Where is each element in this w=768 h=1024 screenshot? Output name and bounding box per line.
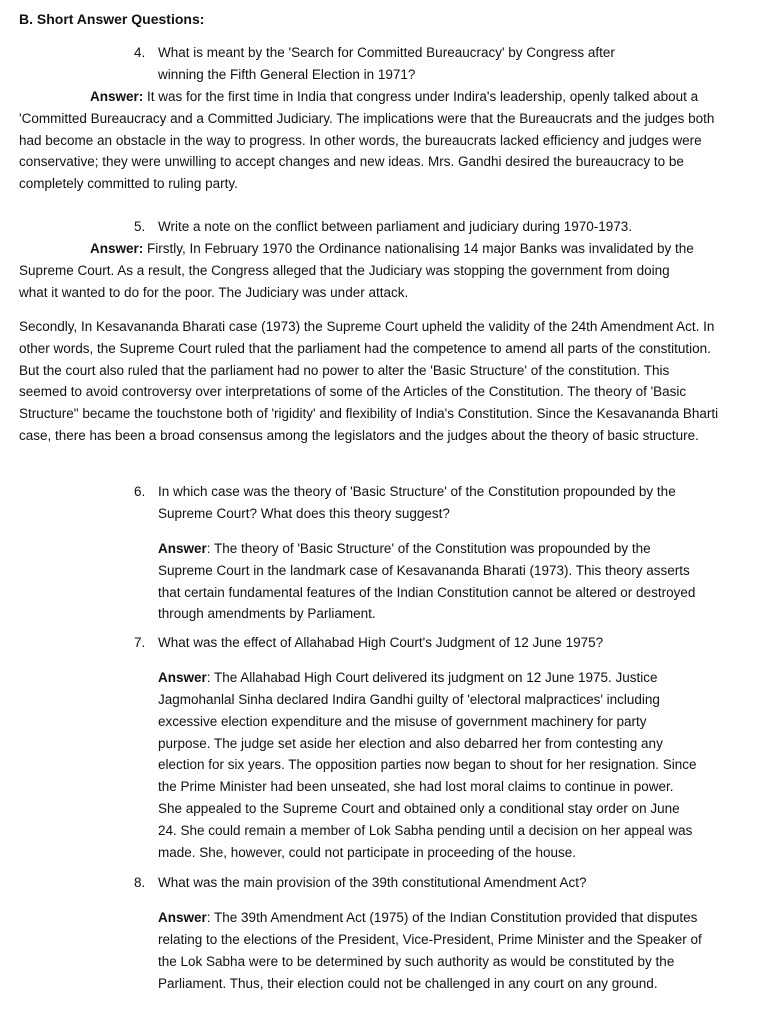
answer-label: Answer:	[90, 241, 144, 256]
answer-text	[19, 86, 735, 195]
answer-5-paragraph-2	[19, 316, 719, 447]
answer-label: Answer:	[90, 89, 144, 104]
answer-body: : The 39th Amendment Act (1975) of the Indian Constitution provided that disputes relating to the elections of the President, Vice-President, Prime Minister and the Speaker of the Lok Sabha were to be determined by such authority as would be constituted by the Parliament. Thus, their election could not be challenged in any court on any ground.	[158, 910, 702, 991]
question-text: What was the effect of Allahabad High Court's Judgment of 12 June 1975?	[158, 635, 604, 650]
answer-body: : The theory of 'Basic Structure' of the Constitution was propounded by the Supreme Court in the landmark case of Kesavananda Bharati (1973). This theory asserts that certain fundamental features of the Indian Constitution cannot be altered or destroyed through amendments by Parliament.	[158, 541, 696, 622]
answer-text	[158, 667, 698, 863]
answer-label: Answer	[158, 910, 207, 926]
question-text: In which case was the theory of 'Basic Structure' of the Constitution propounded by the Supreme Court? What does this theory suggest?	[158, 484, 676, 521]
question-7	[134, 632, 698, 877]
answer-5	[19, 238, 699, 303]
question-number: 8.	[134, 875, 146, 890]
question-number: 5.	[134, 219, 146, 234]
answer-text	[158, 907, 703, 994]
question-text: Write a note on the conflict between parliament and judiciary during 1970-1973.	[158, 219, 633, 234]
answer-text: Secondly, In Kesavananda Bharati case (1973) the Supreme Court upheld the validity of the 24th Amendment Act. In other words, the Supreme Court ruled that the parliament had the competence to amend all parts of the constitution. But the court also ruled that the parliament had no power to alter the 'Basic Structure' of the constitution. This seemed to avoid controversy over interpretations of some of the Articles of the Constitution. The theory of 'Basic Structure" became the touchstone both of 'rigidity' and flexibility of India's Constitution. Since the Kesavananda Bharti case, there has been a broad consensus among the legislators and the judges about the theory of basic structure.	[19, 319, 719, 443]
question-number: 4.	[134, 45, 146, 60]
answer-text	[19, 238, 699, 303]
question-number: 6.	[134, 484, 146, 499]
section-heading: B. Short Answer Questions:	[19, 11, 205, 27]
answer-label: Answer	[158, 670, 207, 686]
answer-label: Answer	[158, 541, 207, 557]
question-5	[134, 216, 718, 238]
question-4	[134, 42, 638, 86]
answer-4	[19, 86, 735, 195]
answer-body: Firstly, In February 1970 the Ordinance nationalising 14 major Banks was invalidated by the Supreme Court. As a result, the Congress alleged that the Judiciary was stopping the government from doing what it wanted to do for the poor. The Judiciary was under attack.	[19, 241, 694, 300]
question-text: What is meant by the 'Search for Committed Bureaucracy' by Congress after winning the Fifth General Election in 1971?	[158, 45, 615, 82]
question-text: What was the main provision of the 39th constitutional Amendment Act?	[158, 875, 587, 890]
answer-body: It was for the first time in India that congress under Indira's leadership, openly talked about a 'Committed Bureaucracy and a Committed Judiciary. The implications were that the Bureaucrats and the judges both had become an obstacle in the way to progress. In other words, the bureaucrats lacked efficiency and judges were conservative; they were unwilling to accept changes and new ideas. Mrs. Gandhi desired the bureaucracy to be completely committed to ruling party.	[19, 89, 715, 192]
answer-text	[158, 538, 703, 625]
answer-body: : The Allahabad High Court delivered its judgment on 12 June 1975. Justice Jagmohanlal Sinha declared Indira Gandhi guilty of 'electoral malpractices' including excessive election expenditure and the misuse of government machinery for party purpose. The judge set aside her election and also debarred her from contesting any election for six years. The opposition parties now began to shout for her resignation. Since the Prime Minister had been unseated, she had lost moral claims to continue in power. She appealed to the Supreme Court and obtained only a conditional stay order on June 24. She could remain a member of Lok Sabha pending until a decision on her appeal was made. She, however, could not participate in proceeding of the house.	[158, 670, 697, 860]
question-6	[134, 481, 703, 639]
question-8	[134, 872, 703, 1008]
question-number: 7.	[134, 635, 146, 650]
